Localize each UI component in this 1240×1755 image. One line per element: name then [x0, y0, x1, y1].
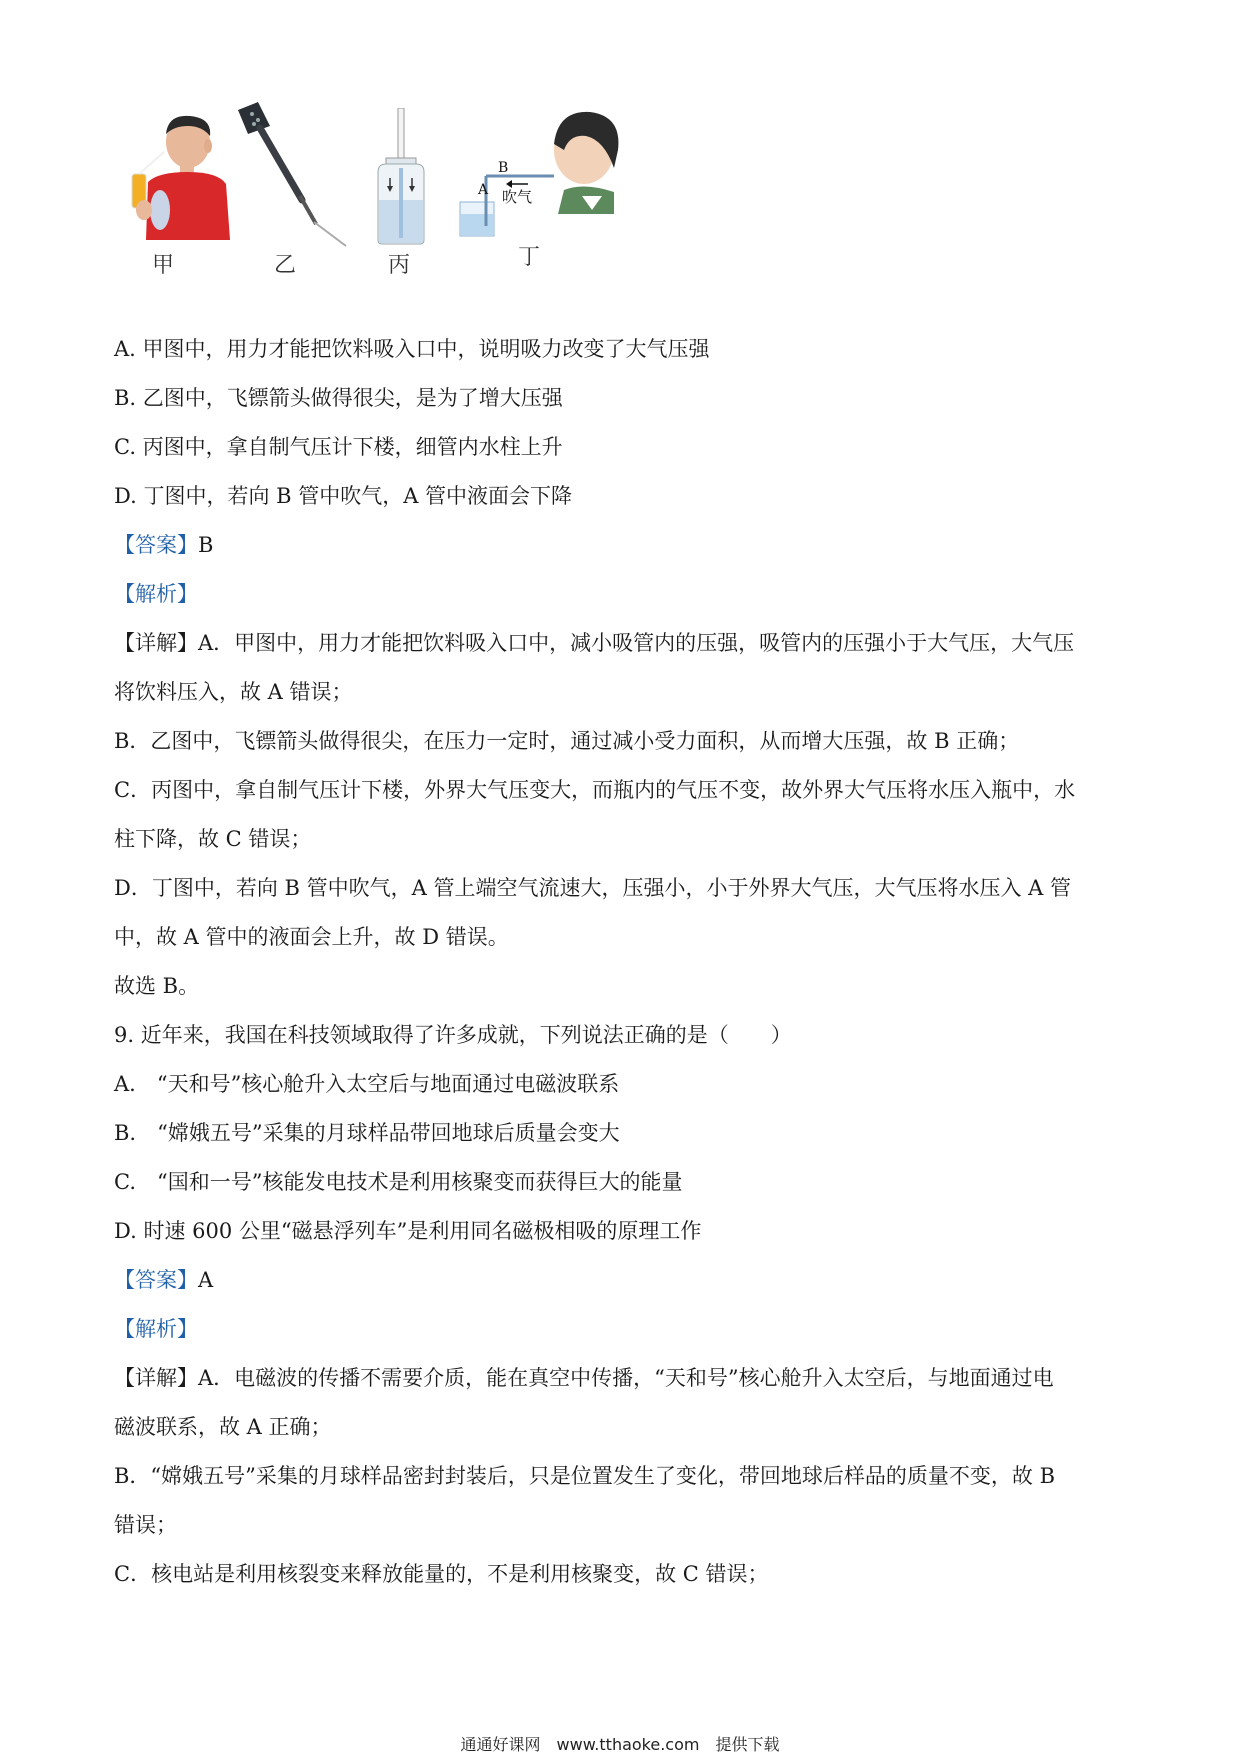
blow-label: 吹气	[502, 188, 533, 206]
q8-option-c: C. 丙图中，拿自制气压计下楼，细管内水柱上升	[114, 435, 563, 459]
q9-stem: 9. 近年来，我国在科技领域取得了许多成就，下列说法正确的是（ ）	[114, 1023, 792, 1047]
q8-answer	[114, 530, 1126, 560]
answer-value: A	[198, 1268, 214, 1292]
answer-label: 【答案】	[114, 1268, 198, 1292]
q8-detail-line: 将饮料压入，故 A 错误；	[114, 680, 353, 704]
q8-detail-line: C．丙图中，拿自制气压计下楼，外界大气压变大，而瓶内的气压不变，故外界大气压将水压入瓶中，水	[114, 778, 1076, 802]
tube-label-a: A	[478, 182, 489, 198]
q9-option-d: D. 时速 600 公里“磁悬浮列车”是利用同名磁极相吸的原理工作	[114, 1219, 702, 1243]
q9-detail-line: 磁波联系，故 A 正确；	[114, 1415, 332, 1439]
q8-detail-line: 【详解】A．甲图中，用力才能把饮料吸入口中，减小吸管内的压强，吸管内的压强小于大气压，大气压	[114, 631, 1075, 655]
q9-detail-line: C．核电站是利用核裂变来释放能量的，不是利用核聚变，故 C 错误；	[114, 1562, 769, 1586]
q9-answer	[114, 1265, 1126, 1295]
q8-detail-line: 柱下降，故 C 错误；	[114, 827, 312, 851]
q8-option-a: A. 甲图中，用力才能把饮料吸入口中，说明吸力改变了大气压强	[114, 337, 710, 361]
tube-label-b: B	[498, 160, 509, 176]
figure-label-yi: 乙	[274, 253, 297, 278]
q8-conclusion: 故选 B。	[114, 974, 200, 998]
figure-label-bing: 丙	[388, 253, 411, 278]
blowing-tube-figure	[454, 110, 624, 240]
q9-option-a: A. “天和号”核心舱升入太空后与地面通过电磁波联系	[114, 1072, 620, 1096]
q8-detail-line: D．丁图中，若向 B 管中吹气，A 管上端空气流速大，压强小，小于外界大气压，大气压将水压入 A 管	[114, 876, 1071, 900]
q9-option-c: C. “国和一号”核能发电技术是利用核聚变而获得巨大的能量	[114, 1170, 683, 1194]
q8-option-b: B. 乙图中，飞镖箭头做得很尖，是为了增大压强	[114, 386, 563, 410]
figure-label-ding: 丁	[518, 245, 541, 270]
q9-detail-line: 错误；	[114, 1513, 177, 1537]
q9-detail-line: B．“嫦娥五号”采集的月球样品密封封装后，只是位置发生了变化，带回地球后样品的质量不变，故 B	[114, 1464, 1056, 1488]
barometer-bottle-figure	[368, 108, 438, 248]
q9-analysis-label: 【解析】	[114, 1317, 198, 1341]
q8-detail-line: B．乙图中，飞镖箭头做得很尖，在压力一定时，通过减小受力面积，从而增大压强，故 B 正确；	[114, 729, 1020, 753]
q8-detail-line: 中，故 A 管中的液面会上升，故 D 错误。	[114, 925, 509, 949]
answer-value: B	[198, 533, 214, 557]
q8-analysis-label: 【解析】	[114, 582, 198, 606]
figure-row	[118, 112, 678, 312]
answer-label: 【答案】	[114, 533, 198, 557]
dart-figure	[230, 100, 360, 250]
q8-option-d: D. 丁图中，若向 B 管中吹气，A 管中液面会下降	[114, 484, 573, 508]
boy-drinking-figure	[118, 112, 238, 262]
q9-detail-line: 【详解】A．电磁波的传播不需要介质，能在真空中传播，“天和号”核心舱升入太空后，与地面通过电	[114, 1366, 1054, 1390]
figure-label-jia: 甲	[152, 253, 175, 278]
page-footer: 通通好课网 www.tthaoke.com 提供下载	[460, 1735, 780, 1754]
q9-option-b: B. “嫦娥五号”采集的月球样品带回地球后质量会变大	[114, 1121, 620, 1145]
